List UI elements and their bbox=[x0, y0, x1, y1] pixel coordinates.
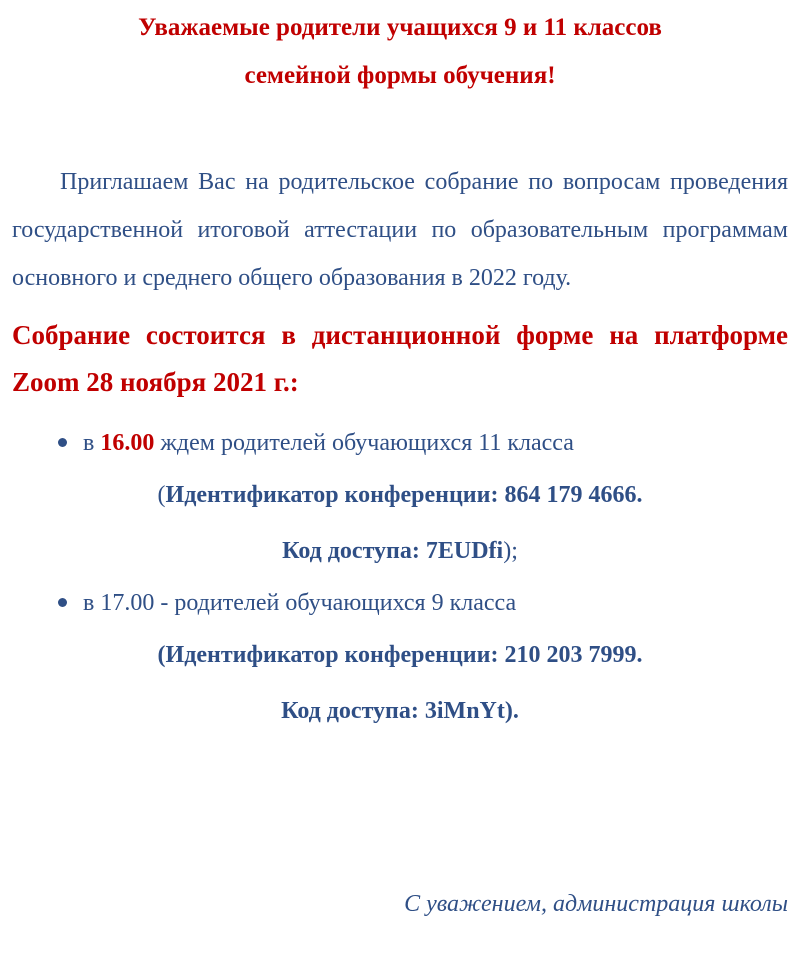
access-code: Код доступа: 7EUDfi bbox=[282, 538, 504, 564]
intro-paragraph: Приглашаем Вас на родительское собрание по вопросам проведения государственной итоговой аттестации по образовательным программам основного и среднего общего образования в 2022 году. bbox=[12, 169, 788, 291]
session-prefix: в bbox=[83, 590, 101, 616]
session-description: ждем родителей обучающихся 11 класса bbox=[154, 430, 574, 456]
session-item-9-grade bbox=[12, 579, 788, 627]
access-code-close: ); bbox=[503, 538, 518, 564]
access-code: Код доступа: 3iMnYt). bbox=[281, 698, 519, 724]
bullet-icon bbox=[58, 598, 67, 607]
conference-id-line-9 bbox=[12, 627, 788, 683]
heading-line-2: семейной формы обучения! bbox=[244, 62, 556, 89]
conference-id: Идентификатор конференции: 864 179 4666. bbox=[165, 482, 643, 508]
session-prefix: в bbox=[83, 430, 101, 456]
session-description: - родителей обучающихся 9 класса bbox=[154, 590, 517, 616]
conference-id-open-paren: ( bbox=[157, 482, 166, 508]
access-code-line-9 bbox=[12, 683, 788, 739]
heading-line-1: Уважаемые родители учащихся 9 и 11 классов bbox=[138, 14, 662, 41]
access-code-line-11 bbox=[12, 523, 788, 579]
conference-id: (Идентификатор конференции: 210 203 7999. bbox=[157, 642, 643, 668]
signature: С уважением, администрация школы bbox=[404, 891, 788, 917]
meeting-announcement: Собрание состоится в дистанционной форме на платформе Zoom 28 ноября 2021 г.: bbox=[12, 320, 788, 397]
session-item-11-grade bbox=[12, 419, 788, 467]
conference-id-line-11 bbox=[12, 467, 788, 523]
session-time: 17.00 bbox=[100, 590, 155, 616]
bullet-icon bbox=[58, 438, 67, 447]
notice-heading bbox=[12, 0, 788, 100]
session-time: 16.00 bbox=[100, 430, 155, 456]
